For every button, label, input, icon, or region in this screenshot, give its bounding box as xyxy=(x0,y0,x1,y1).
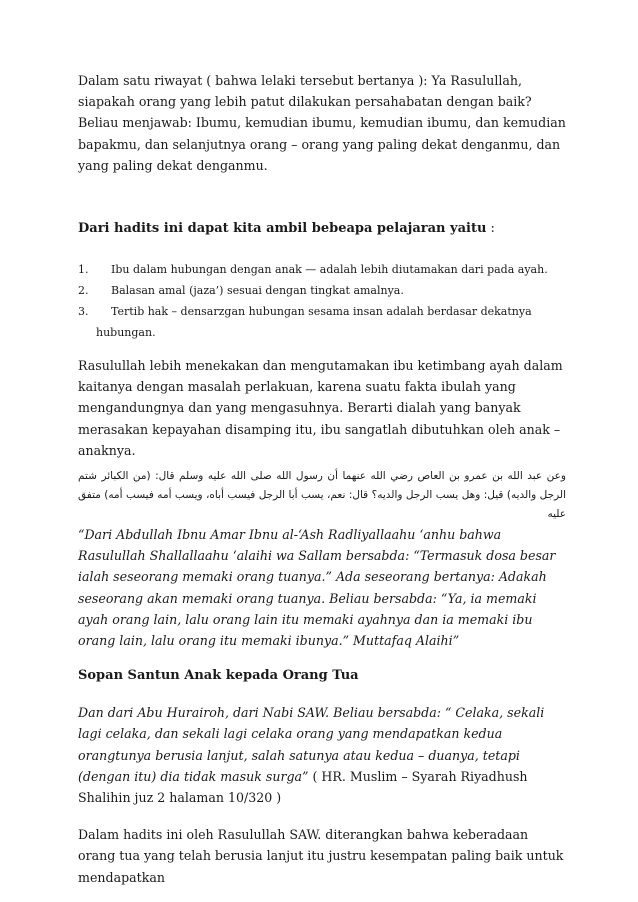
list-item-text: Tertib hak – densarzgan hubungan sesama insan adalah berdasar dekatnya xyxy=(111,305,532,319)
list-item-text: Ibu dalam hubungan dengan anak — adalah lebih diutamakan dari pada ayah. xyxy=(111,263,548,277)
abu-hurairoh-quote: Dan dari Abu Hurairoh, dari Nabi SAW. Beliau bersabda: “ Celaka, sekali lagi celaka, dan sekali lagi celaka orang yang mendapatkan kedua orangtunya berusia lanjut, salah satunya atau kedua – duanya, tetapi (dengan itu) dia tidak masuk surga” xyxy=(78,705,545,784)
list-item-continuation: hubungan. xyxy=(96,326,156,340)
paragraph-usia-lanjut: Dalam hadits ini oleh Rasulullah SAW. diterangkan bahwa keberadaan orang tua yang telah berusia lanjut itu justru kesempatan paling baik untuk mendapatkan xyxy=(78,827,564,885)
lessons-list xyxy=(78,259,566,343)
arabic-hadith: وعن عبد الله بن عمرو بن العاص رضي الله عنهما أن رسول الله صلى الله عليه وسلم قال: (من الكبائر شتم الرجل والديه) قيل: وهل يسب الرجل والديه؟ قال: نعم، يسب أبا الرجل فيسب أباه، ويسب أمه فيسب أمه) متفق عليه xyxy=(78,470,566,521)
heading-pelajaran-text: Dari hadits ini dapat kita ambil bebeapa pelajaran yaitu xyxy=(78,221,487,237)
paragraph-abu-hurairoh xyxy=(78,702,566,808)
list-item-text: Balasan amal (jaza’) sesuai dengan tingkat amalnya. xyxy=(111,284,404,298)
list-item-number: 1. xyxy=(78,263,89,277)
list-item-number: 2. xyxy=(78,284,89,298)
document-page xyxy=(78,70,566,888)
list-item-number: 3. xyxy=(78,305,89,319)
heading-pelajaran xyxy=(78,218,566,239)
abu-hurairoh-reference: ( HR. Muslim – Syarah Riyadhush Shalihin juz 2 halaman 10/320 ) xyxy=(78,768,528,806)
hadith-translation: “Dari Abdullah Ibnu Amar Ibnu al-‘Ash Radliyallaahu ‘anhu bahwa Rasulullah Shallallaahu ‘alaihi wa Sallam bersabda: “Termasuk dosa besar ialah seseorang memaki orang tuanya.” Ada seseorang bertanya: Adakah seseorang akan memaki orang tuanya. Beliau bersabda: “Ya, ia memaki ayah orang lain, lalu orang lain itu memaki ayahnya dan ia memaki ibu orang lain, lalu orang itu memaki ibunya.” Muttafaq Alaihi” xyxy=(78,527,556,649)
list-item xyxy=(78,259,566,280)
list-item xyxy=(78,280,566,301)
list-item xyxy=(78,301,566,343)
paragraph-riwayat: Dalam satu riwayat ( bahwa lelaki tersebut bertanya ): Ya Rasulullah, siapakah orang yang lebih patut dilakukan persahabatan dengan baik? Beliau menjawab: Ibumu, kemudian ibumu, kemudian ibumu, dan kemudian bapakmu, dan selanjutnya orang – orang yang paling dekat denganmu, dan yang paling dekat denganmu. xyxy=(78,73,566,173)
heading-colon: : xyxy=(486,221,495,237)
paragraph-rasulullah: Rasulullah lebih menekakan dan mengutamakan ibu ketimbang ayah dalam kaitanya dengan masalah perlakuan, karena suatu fakta ibulah yang mengandungnya dan yang mengasuhnya. Berarti dialah yang banyak merasakan kepayahan disamping itu, ibu sangatlah dibutuhkan oleh anak – anaknya. xyxy=(78,358,563,458)
heading-sopan-santun: Sopan Santun Anak kepada Orang Tua xyxy=(78,668,359,684)
